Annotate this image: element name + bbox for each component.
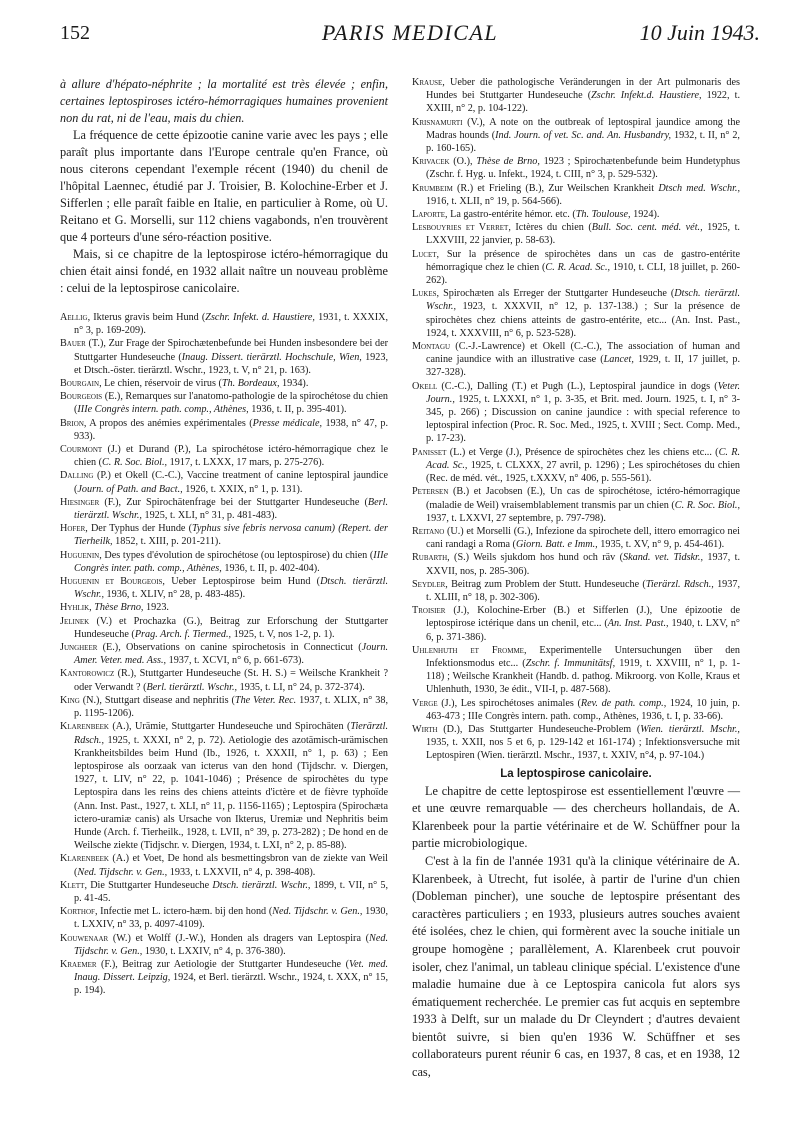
reference-source: Th. Toulouse, [575,209,631,221]
reference-text: (R.), Stuttgarter Hundeseuche (St. H. S.) = Weilsche Krankheit ? oder Verwandt ? ( [74,668,388,693]
reference-source: Typhus sive febris nervosa canum) (Repert. der Tierheilk, [74,523,389,548]
reference-author: Troisier [412,605,446,617]
reference-details: 1923, et Dtsch.-öster. tierärztl. Wschr., 1923, t. V, n° 21, p. 163). [74,351,389,376]
reference-details: 1916, t. XLII, n° 19, p. 564-566). [426,195,562,207]
reference-author: Panisset [412,446,447,458]
reference-entry [60,469,388,495]
reference-source: Prag. Arch. f. Tiermed., [134,628,232,640]
reference-entry [412,287,740,340]
reference-author: Uhlenhuth et Fromme, [412,644,527,656]
reference-entry [412,116,740,156]
reference-details: 1925, t. XXXI, n° 2, p. 72). Aetiologie des azotämisch-urämischen Krankheitsbildes beim Hund (Ib., 1926, t. XXXII, n° 1, p. 63) ; Een leptospirose als oorzaak van icterus van den hond (Tijdschr. v. Diergen, 1927, t. LIV, n° 22, p. 1041-1046) ; Présence de spirochètes du type Leptospira dans les reins des chiens atteints d'ictère et de fièvre typhoïde (Ann. Inst. Past., 1927, t. XLI, n° 11, p. 1156-1165) ; Leptospira (Spirochæta ictero-uramiæ canis) als Ursache von Ikterus, Uremiæ und Nephritis beim Hunde (Arch. f. Tierheilk., 1928, t. LVII, n° 39, p. 273-282) ; De hond en de Weilsche ziekte (Tidjschr. v. Diergen, 1934, t. LXI, n° 2, p. 85-88). [74,734,388,852]
reference-author: King [60,694,80,706]
reference-details: 1930, t. LXXIV, n° 4, p. 376-380). [142,945,286,957]
reference-details: 1910, t. CLI, 18 juillet, p. 260-262). [426,261,740,287]
reference-list [412,76,740,763]
reference-entry [412,221,740,247]
reference-text: A propos des anémies expérimentales ( [86,417,253,429]
reference-details: 1925, t. XLI, n° 31, p. 481-483). [141,510,278,522]
reference-source: Wien. tierärztl. Mschr., [640,723,740,735]
reference-author: Okell [412,380,438,392]
reference-text: (D.), Das Stuttgarter Hundeseuche-Problem ( [437,723,641,735]
reference-entry [412,697,740,723]
left-column [60,76,388,998]
reference-source: C. R. Acad. Sc., [426,446,740,471]
reference-details: 1925, t. LXXXI, n° 1, p. 3-35, et Brit. med. Journ. 1925, t. I, n° 3-345, p. 266) ; Discussion on canine jaundice : with special reference to leptospiral infection (Proc. R. Soc. Med., 1925, t. XVIII ; Sect. Comp. Med., p. 17-23). [426,393,740,445]
reference-entry [60,958,388,998]
reference-details: 1935, t. XXII, nos 5 et 6, p. 129-142 et 161-174) ; Infektionsversuche mit Leptospiren (Wien. tierärztl. Mschr., 1937, t. XXIV, n°4, p. 97-104.) [426,737,740,762]
reference-source: Berl. tierärztl. Wschr., [74,496,388,522]
body-paragraph: Mais, si ce chapitre de la leptospirose ictéro-hémorragique du chien était ainsi fondé, en 1932 allait naître un nouveau problème : celui de la leptospirose canicolaire. [60,247,388,295]
reference-text: (F.), Zur Spirochätenfrage bei der Stuttgarter Hundeseuche ( [99,496,368,508]
reference-details: 1925, t. CLXXX, 27 avril, p. 1296) ; Les spirochétoses du chien (Rec. de méd. vét., 1925, t.XXXV, n° 406, p. 555-561). [426,459,740,485]
reference-author: Hofer, [60,523,88,535]
reference-author: Krause, [412,77,445,88]
reference-entry [60,377,388,390]
reference-author: Kraemer [60,958,97,970]
issue-date: 10 Juin 1943. [639,20,760,45]
reference-author: Huguenin, [60,549,102,561]
reference-details: 1936, t. II, p. 402-404). [221,562,320,574]
reference-text: (J.), Kolochine-Erber (B.) et Sifferlen (J.), Une épizootie de leptospirose ictérique dans un chenil, etc... ( [426,605,740,630]
reference-source: Bull. Soc. cent. méd. vét., [591,222,703,234]
reference-details: 1923. [143,602,169,614]
reference-entry [60,879,389,905]
reference-entry [412,578,741,604]
reference-source: Skand. vet. Tidskr., [622,552,703,564]
reference-author: Reitano [412,525,445,537]
reference-details: 1925, t. LXXVIII, 22 janvier, p. 58-63). [426,222,740,247]
reference-text: Spirochæten als Erreger der Stuttgarter Hundeseuche ( [439,288,675,300]
reference-text: Der Typhus der Hunde ( [87,523,192,535]
reference-source: Zschr. Infekt.d. Haustiere, [591,90,702,102]
reference-author: Lucet, [412,248,440,260]
body-paragraph: Le chapitre de cette leptospirose est essentiellement l'œuvre — et une œuvre remarquable — des chercheurs hollandais, de A. Klarenbeek pour la partie vétérinaire et de W. Schüffner pour la partie microbiologique. [412,783,740,851]
reference-author: Laporte, [412,209,448,221]
reference-details: 1931, t. XXXIX, n° 3, p. 169-209). [74,312,388,337]
reference-author: Hyhlik, [60,602,92,614]
reference-details: 1930, t. LXXIV, n° 33, p. 4097-4109). [74,906,389,931]
reference-text: (S.) Weils sjukdom hos hund och räv ( [449,552,623,564]
reference-entry [60,549,388,575]
reference-source: C. R. Soc. Biol., [674,499,740,511]
reference-details: 1937, t. LXXVI, 27 septembre, p. 797-798). [426,512,606,524]
reference-author: Petersen [412,486,449,498]
reference-author: Brion, [60,417,87,429]
reference-author: Klett, [60,879,88,891]
reference-source: IIIe Congrès intern. path. comp., Athènes, [77,404,249,416]
reference-text: (O.), [449,156,477,168]
reference-source: Ned. Tijdschr. v. Gen., [74,932,388,957]
reference-text: Experimentelle Untersuchungen über den Infektionsmodus etc... ( [426,644,740,669]
reference-author: Montagu [412,341,451,353]
reference-author: Korthof, [60,906,98,918]
reference-text: Le chien, réservoir de virus ( [101,378,222,390]
reference-entry [60,601,388,614]
reference-text: (E.), Remarques sur l'anatomo-pathologie de la spirochétose du chien ( [74,391,388,416]
reference-source: C. R. Acad. Sc., [545,261,611,273]
reference-author: Aellig, [60,312,91,323]
reference-entry [412,248,740,288]
reference-details: 1938, n° 47, p. 933). [74,417,388,442]
reference-source: Berl. tierärztl. Wschr., [146,681,238,693]
reference-entry [412,551,740,577]
reference-author: Dalling [60,470,94,482]
reference-source: Zschr. Infekt. d. Haustiere, [205,312,315,323]
reference-text: (V.) et Prochazka (G.), Beitrag zur Erforschung der Stuttgarter Hundeseuche ( [74,615,388,640]
reference-author: Jungheer [60,642,98,654]
reference-source: Tierärzl. Rdsch., [645,578,714,590]
reference-source: Journ. Amer. Veter. med. Ass., [74,642,388,667]
reference-details: 1924, 10 juin, p. 463-473 ; IIIe Congrès intern. path. comp., Athènes, 1936, t. I, p. 33-66). [426,697,740,722]
reference-author: Krivacek [412,156,450,168]
intro-text: à allure d'hépato-néphrite ; la mortalité est très élevée ; enfin, certaines leptospiroses ictéro-hémorragiques humaines provenient non du rat, ni de l'eau, mais du chien. [60,77,388,125]
reference-source: Zschr. f. Immunitätsf, [525,657,616,669]
reference-source: Dtsch. tierärztl. Wschr., [426,288,740,313]
body-paragraph: C'est à la fin de l'année 1931 qu'à la clinique vétérinaire de A. Klarenbeek, à Utrecht, fut isolée, à partir de l'urine d'un chien (Dobleman pincher), une souche de leptospire présentant des caractères particuliers ; en 1933, plusieurs autres souches avaient été isolées, chez le chien, qui formèrent avec la souche initiale un groupe homogène ; parallèlement, A. Klarenbeek crut pouvoir isoler, chez l'animal, un tableau clinique spécial. L'existence d'une maladie humaine due à ce Leptospira canicola fut alors sys ématiquement recherchée. Le premier cas fut acquis en septembre 1933 à Delft, sur un malade du Dr Cleyndert ; d'autres devaient bientôt suivre, si bien qu'en 1936 W. Schüffner et ses collaborateurs purent réunir 6 cas, en 1937, 8 cas, et en 1938, 12 cas, [412,853,740,1080]
reference-text: (F.), Beitrag zur Aetiologie der Stuttgarter Hundeseuche ( [96,958,349,970]
reference-entry [60,615,388,641]
reference-author: Bourgeois [60,391,103,403]
reference-text: Ueber die pathologische Veränderungen in der Art pulmonaris des Hundes bei Stuttgarter Hundeseuche ( [426,77,740,102]
page-number: 152 [60,22,90,44]
reference-author: Seydler, [412,578,448,590]
reference-entry [60,522,389,548]
reference-entry [60,852,388,878]
section-title: La leptospirose canicolaire. [500,767,652,780]
reference-details: 1923 ; Spirochætenbefunde beim Hundetyphus (Zschr. f. Hyg. u. Infekt., 1924, t. CIII, n° 3, p. 529-532). [426,156,740,181]
reference-details: 1923, t. XXXVII, n° 12, p. 137-138.) ; Sur la présence de spirochètes chez chiens atteints de gastro-entérite, etc... (An. Inst. Past., 1924, t. XXXVIII, n° 6, p. 523-528). [426,301,740,339]
reference-author: Rubarth, [412,552,450,564]
reference-source: Journ. of Path. and Bact., [77,483,183,495]
reference-source: Th. Bordeaux, [221,378,280,390]
reference-entry [60,575,388,601]
reference-author: Lesbouyries et Verret, [412,222,511,234]
reference-author: Klarenbeek [60,721,109,733]
reference-author: Hiesinger [60,496,100,508]
reference-entry [60,641,388,667]
reference-text: (A.) et Voet, De hond als besmettingsbron van de ziekte van Weil ( [74,853,388,878]
reference-entry [412,208,740,221]
reference-author: Kantorowicz [60,668,115,680]
reference-entry [60,417,388,443]
reference-entry [412,525,740,551]
reference-text: Infectie met L. ictero-hæm. bij den hond ( [97,906,273,918]
reference-details: 1937, t. XLIX, n° 38, p. 1195-1206). [74,694,388,720]
reference-details: 1926, t. XXIX, n° 1, p. 131). [182,483,303,495]
reference-entry [412,723,740,763]
reference-text: (C.-C.), Dalling (T.) et Pugh (L.), Leptospiral jaundice in dogs ( [437,380,718,392]
reference-text: (C.-J.-Lawrence) et Okell (C.-C.), The association of human and canine jaundice with an illustrative case ( [426,341,740,366]
right-column [412,76,740,1082]
reference-entry [60,496,388,522]
reference-details: 1929, t. II, 17 juillet, p. 327-328). [426,354,740,379]
reference-text: (A.), Urämie, Stuttgarter Hundeseuche und Spirochäten ( [108,721,351,733]
reference-list [60,311,388,998]
reference-details: 1935, t. LI, n° 24, p. 372-374). [237,681,365,693]
page-header [60,18,760,52]
reference-author: Wirth [412,723,438,735]
reference-entry [412,485,740,525]
reference-text: (N.), Stuttgart disease and nephritis ( [79,694,235,706]
reference-author: Jelinek [60,615,90,627]
reference-author: Krisnamurti [412,116,463,128]
reference-entry [60,390,388,416]
reference-text: (B.) et Jacobsen (E.), Un cas de spirochétose, ictéro-hémorragique (maladie de Weil) vraisemblablement transmis par un chien ( [426,486,740,511]
reference-entry [60,905,389,931]
reference-source: IIIe Congrès inter. path. comp., Athènes, [74,549,388,574]
reference-text: (T.), Zur Frage der Spirochætenbefunde bei Hunden insbesondere bei der Stuttgarter Hundeseuche ( [74,338,388,363]
reference-source: Ind. Journ. of vet. Sc. and. An. Husbandry, [495,129,672,141]
reference-details: 1924, et Berl. tierärztl. Wschr., 1924, t. XXX, n° 15, p. 194). [74,972,388,997]
reference-source: Dtsch med. Wschr., [658,182,741,194]
reference-author: Klarenbeek [60,853,109,865]
reference-text: Die Stuttgarter Hundeseuche [87,879,213,891]
reference-entry [412,644,741,697]
reference-entry [60,337,389,377]
reference-entry [60,694,388,720]
reference-source: Thèse Brno, [94,602,144,614]
reference-author: Kouwenaar [60,932,109,944]
reference-source: Lancet, [603,354,634,366]
reference-details: 1940, t. LXV, n° 6, p. 371-386). [426,618,740,643]
reference-entry [412,76,740,116]
reference-details: 1936, t. II, p. 395-401). [248,404,347,416]
journal-title: PARIS MEDICAL [321,20,499,45]
reference-source: Ned. Tijdschr. v. Gen., [77,866,168,878]
reference-text: Ueber Leptospirose beim Hund ( [164,576,321,588]
reference-entry [60,720,388,852]
reference-details: 1933, t. LXXVII, n° 4, p. 398-408). [167,866,316,878]
reference-entry [412,604,740,644]
reference-text: (P.) et Okell (C.-C.), Vaccine treatment of canine leptospiral jaundice ( [74,470,388,495]
reference-text: (V.), A note on the outbreak of leptospiral jaundice among the Madras hounds ( [426,116,740,141]
reference-source: An. Inst. Past., [607,618,669,630]
reference-source: Dtsch. tierärztl. Wschr., [74,576,388,601]
reference-text: Beitrag zum Problem der Stutt. Hundeseuche ( [447,578,646,590]
reference-text: Sur la présence de spirochètes dans un cas de gastro-entérite hémorragique chez le chien ( [426,248,740,273]
reference-entry [60,932,388,958]
reference-entry [60,311,388,337]
reference-text: Ikterus gravis beim Hund ( [90,312,206,323]
reference-source: Presse médicale, [252,417,323,429]
reference-source: Tierärztl. Rdsch., [74,721,388,746]
body-paragraph: La fréquence de cette épizootie canine varie avec les pays ; elle paraît plus importante dans l'Europe centrale qu'en France, où nous citerons cependant l'exemple récent (1940) du chenil de l'hôpital Laennec, étudié par J. Troisier, B. Kolochine-Erber et J. Sifferlen ; elle paraît faible en Italie, en particulier à Rome, où U. Reitano et G. Morselli, sur 112 chiens vagabonds, n'en trouvèrent que 4 porteurs d'une séro-réaction positive. [60,128,388,244]
reference-entry [60,443,388,469]
reference-details: 1936, t. XLIV, n° 28, p. 483-485). [104,589,246,601]
reference-text: Des types d'évolution de spirochétose (ou leptospirose) du chien ( [101,549,374,561]
reference-author: Krumbeim [412,182,453,194]
reference-source: Vet. med. Inaug. Dissert. Leipzig, [74,958,388,984]
reference-details: 1937, t. XCVI, n° 6, p. 661-673). [166,655,304,667]
reference-entry [412,340,740,380]
reference-text: La gastro-entérite hémor. etc. ( [447,209,576,221]
reference-author: Bourgain, [60,378,102,390]
reference-details: 1932, t. II, n° 2, p. 160-165). [426,129,740,155]
reference-details: 1925, t. V, nos 1-2, p. 1). [231,628,335,640]
reference-text: (L.) et Verge (J.), Présence de spirochètes chez les chiens etc... ( [446,446,719,458]
reference-author: Bauer [60,338,86,350]
reference-source: Giorn. Batt. e Imm., [515,539,598,551]
reference-details: 1922, t. XXIII, n° 2, p. 104-122). [426,90,740,115]
reference-entry [412,446,740,486]
reference-details: 1934). [279,378,309,390]
reference-text: (J.) et Durand (P.), La spirochétose ictéro-hémorragique chez le chien ( [74,444,388,469]
reference-text: (E.), Observations on canine spirochetosis in Connecticut ( [97,642,362,654]
reference-author: Courmont [60,444,103,456]
reference-author: Lukes, [412,288,440,300]
reference-source: Rev. de path. comp., [580,697,667,709]
reference-details: 1937, t. XXVII, nos, p. 285-306). [426,552,740,577]
reference-source: Veter. Journ., [426,380,740,405]
reference-text: (R.) et Frieling (B.), Zur Weilschen Krankheit [452,182,659,194]
reference-text: (U.) et Morselli (G.), Infezione da spirochete dell, ittero emorragico nei cani randagi a Roma ( [426,525,740,551]
reference-details: 1852, t. XIII, p. 201-211). [112,536,221,548]
reference-source: Inaug. Dissert. tierärztl. Hochschule, Wien, [181,351,362,363]
reference-text: (J.), Les spirochétoses animales ( [437,697,581,709]
reference-entry [412,182,741,208]
reference-details: 1937, t. XLIII, n° 18, p. 302-306). [426,578,741,603]
reference-source: Thèse de Brno, [476,156,540,168]
reference-source: C. R. Soc. Biol., [102,457,168,469]
reference-author: Verge [412,697,438,709]
reference-author: Huguenin et Bourgeois, [60,576,165,588]
reference-details: 1899, t. VII, n° 5, p. 41-45. [74,879,389,904]
reference-entry [412,380,740,446]
reference-details: 1917, t. LXXX, 17 mars, p. 275-276). [167,457,325,469]
reference-details: 1935, t. XV, n° 9, p. 454-461). [597,539,725,551]
reference-entry [412,155,740,181]
reference-text: Ictères du chien ( [510,222,592,234]
reference-entry [60,667,388,693]
reference-source: Ned. Tijdschr. v. Gen., [272,906,363,918]
reference-source: Dtsch. tierärztl. Wschr., [212,879,311,891]
reference-details: 1924). [630,209,660,221]
reference-details: 1919, t. XXVIII, n° 1, p. 1-118) ; Weilsche Krankheit (Handb. d. pathog. Mikroorg. von Kolle, Kraus et Uhlenhuth, 1930, 3e édit., VII-I, p. 487-568). [426,657,741,696]
reference-source: The Veter. Rec. [234,694,297,706]
reference-text: (W.) et Wolff (J.-W.), Honden als dragers van Leptospira ( [108,932,370,944]
